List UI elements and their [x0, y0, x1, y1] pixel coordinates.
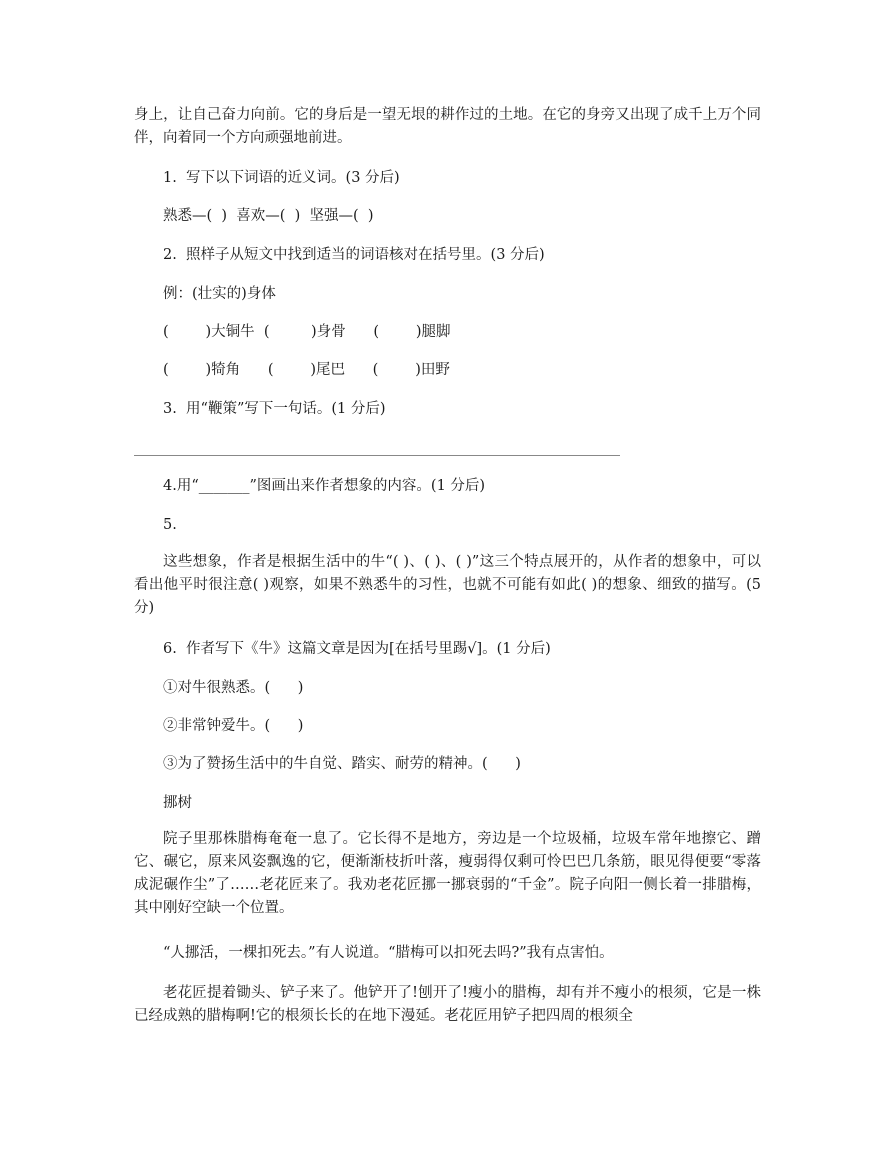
question-2-prompt: 2. 照样子从短文中找到适当的词语核对在括号里。(3 分后) — [163, 247, 545, 263]
question-5-number: 5. — [163, 517, 177, 533]
question-2-example: 例：(壮实的)身体 — [163, 286, 276, 302]
question-4-prompt: 4.用“_______”图画出来作者想象的内容。(1 分后) — [163, 478, 486, 494]
question-6-prompt: 6. 作者写下《牛》这篇文章是因为[在括号里踢√]。(1 分后) — [163, 641, 551, 657]
question-6-option-2: ②非常钟爱牛。( ) — [163, 718, 304, 734]
question-1-prompt: 1. 写下以下词语的近义词。(3 分后) — [163, 170, 400, 186]
passage-title: 挪树 — [163, 795, 192, 811]
question-3-answer-line — [134, 455, 620, 456]
question-2-row-1: ( )大铜牛 ( )身骨 ( )腿脚 — [163, 324, 451, 340]
question-5-text: 这些想象，作者是根据生活中的牛“( )、( )、( )”这三个特点展开的，从作者的想象中，可以看出他平时很注意( )观察，如果不熟悉牛的习性，也就不可能有如此( )的想象、细致的描写。(5 分) — [134, 554, 761, 616]
question-1-answer-line: 熟悉—( ) 喜欢—( ) 坚强—( ) — [163, 208, 374, 224]
question-6-option-1: ①对牛很熟悉。( ) — [163, 680, 304, 696]
passage-paragraph-2: “人挪活，一棵扣死去。”有人说道。“腊梅可以扣死去吗?”我有点害怕。 — [163, 945, 614, 961]
question-6-option-3: ③为了赞扬生活中的牛自觉、踏实、耐劳的精神。( ) — [163, 756, 521, 772]
question-3-prompt: 3. 用“鞭策”写下一句话。(1 分后) — [163, 401, 386, 417]
intro-paragraph: 身上，让自己奋力向前。它的身后是一望无垠的耕作过的土地。在它的身旁又出现了成千上万个同伴，向着同一个方向顽强地前进。 — [134, 107, 761, 146]
passage-paragraph-3: 老花匠提着锄头、铲子来了。他铲开了!刨开了!瘦小的腊梅，却有并不瘦小的根须，它是一株已经成熟的腊梅啊!它的根须长长的在地下漫延。老花匠用铲子把四周的根须全 — [134, 985, 761, 1024]
passage-paragraph-1: 院子里那株腊梅奄奄一息了。它长得不是地方，旁边是一个垃圾桶，垃圾车常年地擦它、蹭它、碾它，原来风姿飘逸的它，便渐渐枝折叶落，瘦弱得仅剩可怜巴巴几条筋，眼见得便要“零落成泥碾作尘”了……老花匠来了。我劝老花匠挪一挪衰弱的“千金”。院子向阳一侧长着一排腊梅，其中刚好空缺一个位置。 — [134, 831, 761, 916]
question-2-row-2: ( )犄角 ( )尾巴 ( )田野 — [163, 362, 450, 378]
